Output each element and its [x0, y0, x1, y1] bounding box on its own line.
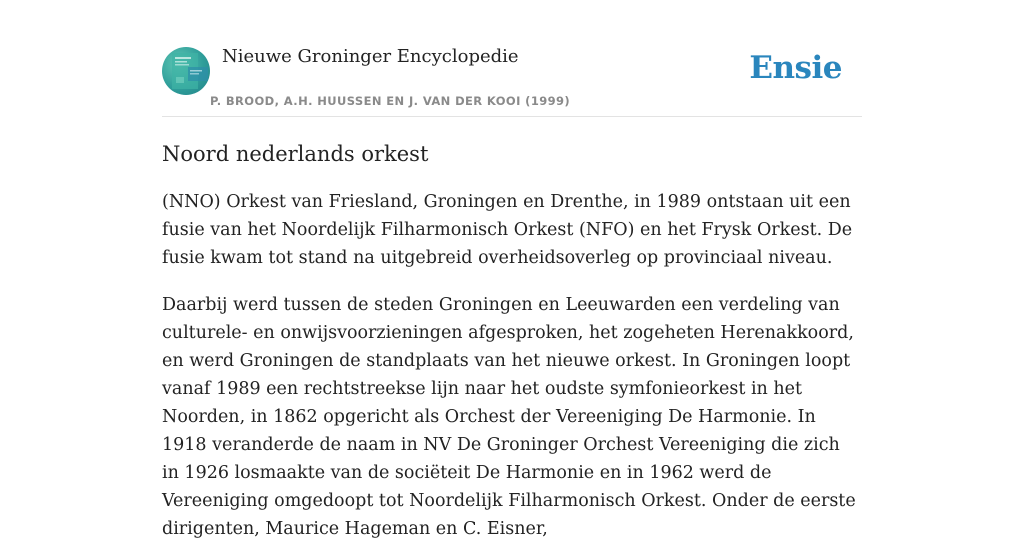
article-paragraph: (NNO) Orkest van Friesland, Groningen en Drenthe, in 1989 ontstaan uit een fusie van het Noordelijk Filharmonisch Orkest (NFO) en het Frysk Orkest. De fusie kwam tot stand na uitgebreid overheidsoverleg op provinciaal niveau.	[162, 192, 853, 268]
ensie-logo-link[interactable]: Ensie	[749, 50, 842, 86]
article-title: Noord nederlands orkest	[162, 142, 429, 166]
book-title[interactable]: Nieuwe Groninger Encyclopedie	[222, 46, 519, 67]
book-cover-icon[interactable]	[162, 47, 210, 95]
page-header	[162, 0, 862, 117]
book-authors: P. BROOD, A.H. HUUSSEN EN J. VAN DER KOOI (1999)	[210, 94, 571, 108]
article-paragraph: Daarbij werd tussen de steden Groningen en Leeuwarden een verdeling van culturele- en onwijsvoorzieningen afgesproken, het zogeheten Herenakkoord, en werd Groningen de standplaats van het nieuwe orkest. In Groningen loopt vanaf 1989 een rechtstreekse lijn naar het oudste symfonieorkest in het Noorden, in 1862 opgericht als Orchest der Vereeniging De Harmonie. In 1918 veranderde de naam in NV De Groninger Orchest Vereeniging die zich in 1926 losmaakte van de sociëteit De Harmonie en in 1962 werd de Vereeniging omgedoopt tot Noordelijk Filharmonisch Orkest. Onder de eerste dirigenten, Maurice Hageman en C. Eisner,	[162, 295, 856, 539]
article	[162, 138, 862, 543]
book-cover-graphic	[162, 47, 210, 95]
